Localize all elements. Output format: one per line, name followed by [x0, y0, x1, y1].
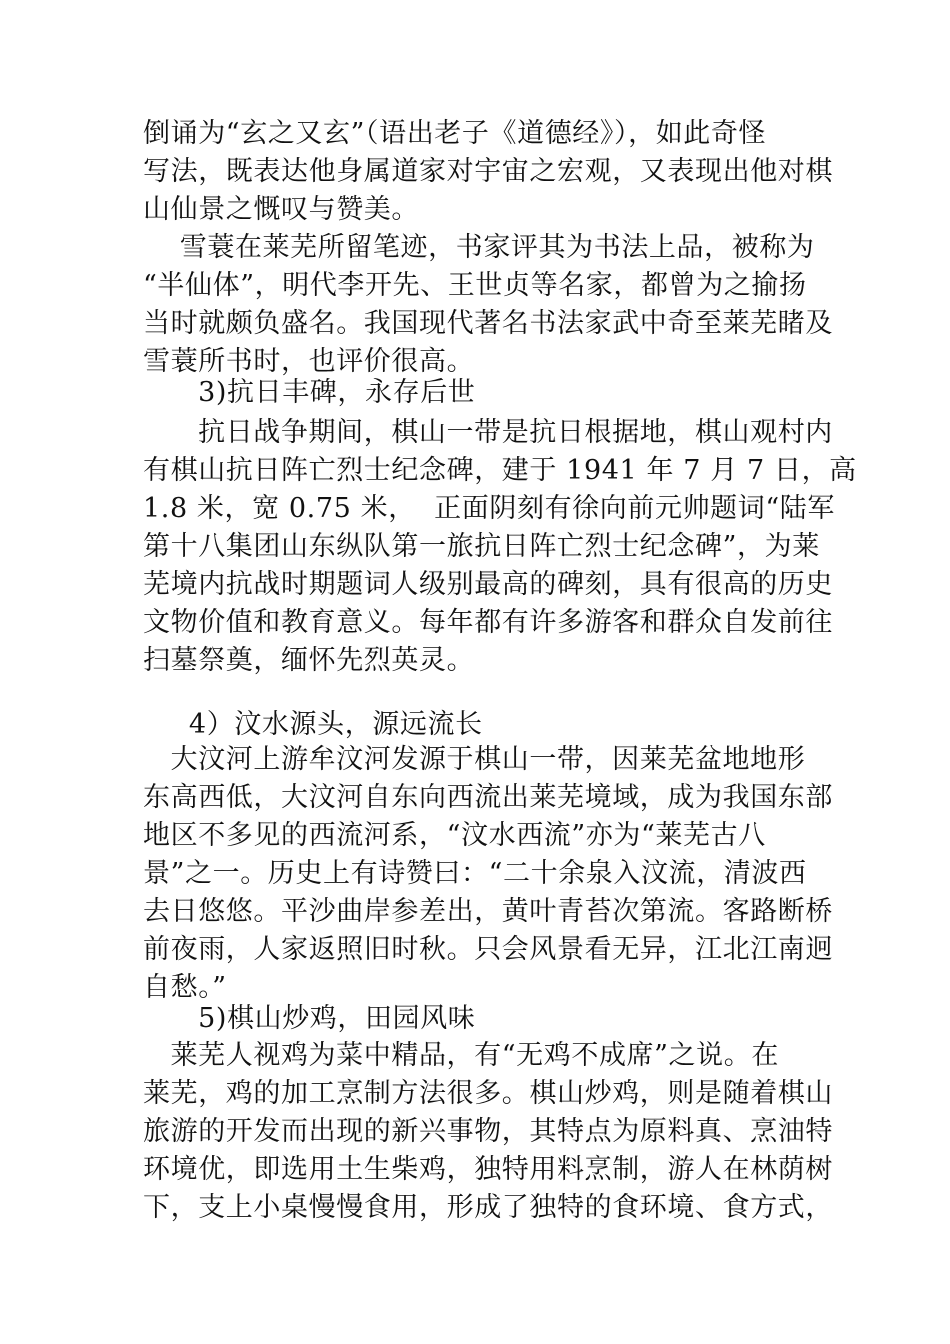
text-line: 景”之一。历史上有诗赞曰：“二十余泉入汶流，清波西 [143, 858, 807, 889]
text-line: 山仙景之慨叹与赞美。 [143, 194, 419, 225]
text-line: 当时就颇负盛名。我国现代著名书法家武中奇至莱芜睹及 [143, 308, 833, 339]
text-line: 雪蓑在莱芜所留笔迹，书家评其为书法上品，被称为 [143, 232, 815, 263]
text-line: 环境优，即选用土生柴鸡，独特用料烹制，游人在林荫树 [143, 1154, 833, 1185]
text-line: 有棋山抗日阵亡烈士纪念碑，建于 1941 年 7 月 7 日，高 [143, 455, 857, 486]
text-line: 第十八集团山东纵队第一旅抗日阵亡烈士纪念碑”，为莱 [143, 531, 820, 562]
text-line: 写法，既表达他身属道家对宇宙之宏观，又表现出他对棋 [143, 156, 833, 187]
text-line: 莱芜，鸡的加工烹制方法很多。棋山炒鸡，则是随着棋山 [143, 1078, 833, 1109]
text-line: 大汶河上游牟汶河发源于棋山一带，因莱芜盆地地形 [143, 744, 806, 775]
text-line: 莱芜人视鸡为菜中精品，有“无鸡不成席”之说。在 [143, 1040, 779, 1071]
text-line: 扫墓祭奠，缅怀先烈英灵。 [143, 645, 475, 676]
section-heading: 3)抗日丰碑，永存后世 [143, 377, 476, 408]
section-heading: 4）汶水源头，源远流长 [143, 709, 483, 740]
text-line: 芜境内抗战时期题词人级别最高的碑刻，具有很高的历史 [143, 569, 833, 600]
section-heading: 5)棋山炒鸡，田园风味 [143, 1003, 476, 1034]
text-line: 前夜雨，人家返照旧时秋。只会风景看无异，江北江南迥 [143, 934, 833, 965]
text-line: 抗日战争期间，棋山一带是抗日根据地，棋山观村内 [143, 417, 833, 448]
text-line: 东高西低，大汶河自东向西流出莱芜境域，成为我国东部 [143, 782, 833, 813]
text-line: 地区不多见的西流河系，“汶水西流”亦为“莱芜古八 [143, 820, 766, 851]
text-line: 下，支上小桌慢慢食用，形成了独特的食环境、食方式， [143, 1192, 833, 1223]
text-line: 倒诵为“玄之又玄”（语出老子《道德经》），如此奇怪 [143, 118, 767, 149]
text-line: 旅游的开发而出现的新兴事物，其特点为原料真、烹油特 [143, 1116, 833, 1147]
text-line: 去日悠悠。平沙曲岸参差出，黄叶青苔次第流。客路断桥 [143, 896, 833, 927]
text-line: “半仙体”，明代李开先、王世贞等名家，都曾为之揄扬 [143, 270, 807, 301]
text-line: 雪蓑所书时，也评价很高。 [143, 346, 475, 377]
text-line: 自愁。” [143, 972, 227, 1003]
text-line: 文物价值和教育意义。每年都有许多游客和群众自发前往 [143, 607, 833, 638]
text-line: 1.8 米，宽 0.75 米， 正面阴刻有徐向前元帅题词“陆军 [143, 493, 835, 524]
